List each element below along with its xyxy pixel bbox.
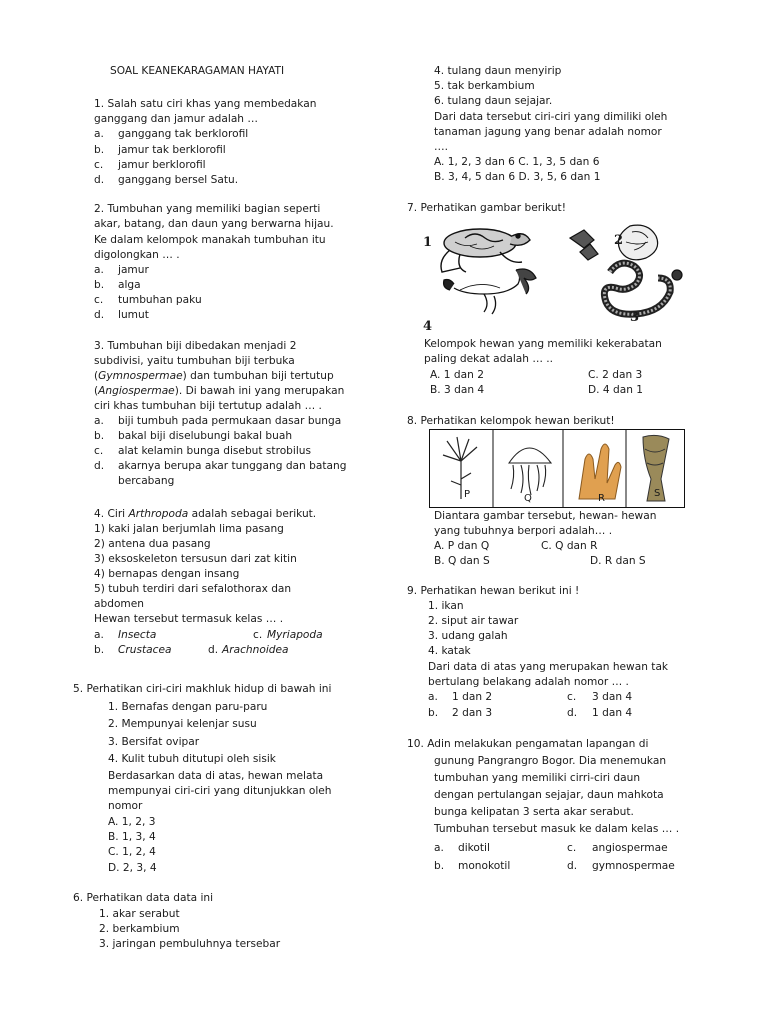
q8-label-q: Q	[524, 493, 532, 504]
q10-stem: bunga kelipatan 3 serta akar serabut.	[434, 806, 634, 818]
q10-option-b: monokotil	[458, 860, 511, 872]
q3-term-angiospermae: Angiospermae	[98, 385, 175, 397]
q9-option-c-letter: c.	[567, 691, 577, 703]
q3-option-c-letter: c.	[94, 445, 104, 457]
rooster-drawing	[444, 269, 536, 314]
q5-question: nomor	[108, 800, 143, 812]
q1-option-d: ganggang bersel Satu.	[118, 174, 239, 186]
q8-option-b: B. Q dan S	[434, 555, 490, 567]
q7-label-1: 1	[423, 235, 433, 250]
q9-item: 3. udang galah	[428, 630, 508, 642]
q9-question: bertulang belakang adalah nomor … .	[428, 676, 629, 688]
q10-option-c-letter: c.	[567, 842, 577, 854]
q4-option-c: Myriapoda	[267, 629, 323, 641]
q4-option-c-letter: c.	[253, 629, 263, 641]
q3-stem	[94, 369, 334, 384]
q4-term-arthropoda: Arthropoda	[128, 508, 189, 520]
q5-stem: 5. Perhatikan ciri-ciri makhluk hidup di bawah ini	[73, 683, 332, 695]
q4-option-d-letter: d.	[208, 644, 219, 656]
q8-option-d: D. R dan S	[590, 555, 646, 567]
q2-option-a: jamur	[118, 264, 149, 276]
q2-option-b: alga	[118, 279, 141, 291]
q10-question: Tumbuhan tersebut masuk ke dalam kelas … .	[434, 823, 680, 835]
q9-option-d: 1 dan 4	[592, 707, 633, 719]
q3-stem-text: ) dan tumbuhan biji tertutup	[182, 370, 334, 382]
q10-stem: dengan pertulangan sejajar, daun mahkota	[434, 789, 664, 801]
q1-option-a-letter: a.	[94, 128, 104, 140]
q3-option-b-letter: b.	[94, 430, 105, 442]
q7-option-d: D. 4 dan 1	[588, 384, 644, 396]
q3-stem: 3. Tumbuhan biji dibedakan menjadi 2	[94, 340, 297, 352]
q2-option-c: tumbuhan paku	[118, 294, 202, 306]
q2-option-d: lumut	[118, 309, 149, 321]
q5-item: 4. Kulit tubuh ditutupi oleh sisik	[108, 753, 276, 765]
q3-option-d: bercabang	[118, 475, 175, 487]
q7-label-3: 3	[630, 310, 640, 325]
q5-question: Berdasarkan data di atas, hewan melata	[108, 770, 324, 782]
q4-stem-text: 4. Ciri	[94, 508, 129, 520]
q4-item: 2) antena dua pasang	[94, 538, 211, 550]
q1-option-c: jamur berklorofil	[118, 159, 206, 171]
q6-item: 2. berkambium	[99, 923, 180, 935]
q9-option-a-letter: a.	[428, 691, 438, 703]
q4-option-a: Insecta	[118, 629, 157, 641]
q3-stem: ciri khas tumbuhan biji tertutup adalah … .	[94, 400, 322, 412]
q8-label-r: R	[598, 493, 605, 504]
q9-question: Dari data di atas yang merupakan hewan tak	[428, 661, 669, 673]
q6-item: 6. tulang daun sejajar.	[434, 95, 553, 107]
q8-stem: 8. Perhatikan kelompok hewan berikut!	[407, 415, 615, 427]
q7-label-4: 4	[423, 319, 433, 334]
q1-stem: 1. Salah satu ciri khas yang membedakan	[94, 98, 317, 110]
q3-option-d: akarnya berupa akar tunggang dan batang	[118, 460, 347, 472]
q7-option-a: A. 1 dan 2	[430, 369, 484, 381]
q10-option-c: angiospermae	[592, 842, 668, 854]
q3-option-d-letter: d.	[94, 460, 105, 472]
q4-item: 1) kaki jalan berjumlah lima pasang	[94, 523, 284, 535]
q6-question: ….	[434, 141, 448, 153]
q1-option-b-letter: b.	[94, 144, 105, 156]
q10-stem: gunung Pangrangro Bogor. Dia menemukan	[434, 755, 667, 767]
q3-paren: (	[94, 385, 99, 397]
q8-option-a: A. P dan Q	[434, 540, 490, 552]
page-title: SOAL KEANEKARAGAMAN HAYATI	[110, 65, 285, 77]
q3-paren: (	[94, 370, 99, 382]
q8-question: Diantara gambar tersebut, hewan- hewan	[434, 510, 657, 522]
q5-option-d: D. 2, 3, 4	[108, 862, 157, 874]
q6-item: 1. akar serabut	[99, 908, 180, 920]
q1-option-b: jamur tak berklorofil	[118, 144, 226, 156]
snake-drawing	[604, 263, 682, 314]
q5-option-b: B. 1, 3, 4	[108, 831, 156, 843]
q7-stem: 7. Perhatikan gambar berikut!	[407, 202, 566, 214]
q9-item: 2. siput air tawar	[428, 615, 519, 627]
q9-option-b-letter: b.	[428, 707, 439, 719]
q3-option-c: alat kelamin bunga disebut strobilus	[118, 445, 312, 457]
q10-option-a: dikotil	[458, 842, 490, 854]
q6-item: 5. tak berkambium	[434, 80, 535, 92]
q5-option-a: A. 1, 2, 3	[108, 816, 156, 828]
q9-option-b: 2 dan 3	[452, 707, 493, 719]
q6-options-row: A. 1, 2, 3 dan 6 C. 1, 3, 5 dan 6	[434, 156, 600, 168]
q7-question: paling dekat adalah … ..	[424, 353, 554, 365]
q6-question: Dari data tersebut ciri-ciri yang dimiliki oleh	[434, 111, 668, 123]
q10-stem: 10. Adin melakukan pengamatan lapangan di	[407, 738, 649, 750]
q3-stem-text: ). Di bawah ini yang merupakan	[174, 385, 345, 397]
q4-option-a-letter: a.	[94, 629, 104, 641]
q7-question: Kelompok hewan yang memiliki kekerabatan	[424, 338, 662, 350]
q6-item: 4. tulang daun menyirip	[434, 65, 562, 77]
q5-item: 1. Bernafas dengan paru-paru	[108, 701, 268, 713]
q9-item: 1. ikan	[428, 600, 464, 612]
q4-item: 4) bernapas dengan insang	[94, 568, 240, 580]
q3-stem: subdivisi, yaitu tumbuhan biji terbuka	[94, 355, 295, 367]
q2-stem: Ke dalam kelompok manakah tumbuhan itu	[94, 234, 326, 246]
q4-option-b-letter: b.	[94, 644, 105, 656]
q6-options-row: B. 3, 4, 5 dan 6 D. 3, 5, 6 dan 1	[434, 171, 601, 183]
q6-item: 3. jaringan pembuluhnya tersebar	[99, 938, 281, 950]
q3-term-gymnospermae: Gymnospermae	[98, 370, 183, 382]
q2-option-a-letter: a.	[94, 264, 104, 276]
q1-option-d-letter: d.	[94, 174, 105, 186]
q2-stem: akar, batang, dan daun yang berwarna hijau.	[94, 218, 334, 230]
q1-option-c-letter: c.	[94, 159, 104, 171]
q4-item: abdomen	[94, 598, 144, 610]
q5-item: 3. Bersifat ovipar	[108, 736, 200, 748]
q8-label-s: S	[654, 488, 661, 499]
frog-drawing	[441, 229, 530, 272]
q8-option-c: C. Q dan R	[541, 540, 598, 552]
q6-stem: 6. Perhatikan data data ini	[73, 892, 214, 904]
q1-stem: ganggang dan jamur adalah …	[94, 113, 258, 125]
q9-option-a: 1 dan 2	[452, 691, 493, 703]
q8-question: yang tubuhnya berpori adalah… .	[434, 525, 613, 537]
q9-option-d-letter: d.	[567, 707, 578, 719]
q5-question: mempunyai ciri-ciri yang ditunjukkan oleh	[108, 785, 332, 797]
q2-stem: 2. Tumbuhan yang memiliki bagian seperti	[94, 203, 321, 215]
q5-item: 2. Mempunyai kelenjar susu	[108, 718, 257, 730]
q4-item: 5) tubuh terdiri dari sefalothorax dan	[94, 583, 292, 595]
q9-stem: 9. Perhatikan hewan berikut ini !	[407, 585, 580, 597]
q10-option-d: gymnospermae	[592, 860, 675, 872]
q10-option-b-letter: b.	[434, 860, 445, 872]
q10-option-a-letter: a.	[434, 842, 444, 854]
q4-item: 3) eksoskeleton tersusun dari zat kitin	[94, 553, 297, 565]
q6-question: tanaman jagung yang benar adalah nomor	[434, 126, 662, 138]
q5-option-c: C. 1, 2, 4	[108, 846, 156, 858]
q3-option-a-letter: a.	[94, 415, 104, 427]
q2-option-b-letter: b.	[94, 279, 105, 291]
q4-question: Hewan tersebut termasuk kelas … .	[94, 613, 284, 625]
q7-option-c: C. 2 dan 3	[588, 369, 643, 381]
q7-label-2: 2	[614, 233, 624, 248]
q2-option-c-letter: c.	[94, 294, 104, 306]
q3-option-a: biji tumbuh pada permukaan dasar bunga	[118, 415, 342, 427]
q3-option-b: bakal biji diselubungi bakal buah	[118, 430, 293, 442]
q3-stem	[94, 384, 344, 399]
q7-animal-figure	[420, 218, 720, 338]
q4-stem	[94, 507, 316, 522]
q1-option-a: ganggang tak berklorofil	[118, 128, 249, 140]
q10-option-d-letter: d.	[567, 860, 578, 872]
q4-stem-text: adalah sebagai berikut.	[188, 508, 317, 520]
q9-item: 4. katak	[428, 645, 471, 657]
q2-option-d-letter: d.	[94, 309, 105, 321]
q4-option-b: Crustacea	[118, 644, 172, 656]
q8-label-p: P	[464, 489, 471, 500]
q9-option-c: 3 dan 4	[592, 691, 633, 703]
q10-stem: tumbuhan yang memiliki cirri-ciri daun	[434, 772, 641, 784]
q7-option-b: B. 3 dan 4	[430, 384, 485, 396]
q2-stem: digolongkan … .	[94, 249, 180, 261]
q4-option-d: Arachnoidea	[222, 644, 289, 656]
